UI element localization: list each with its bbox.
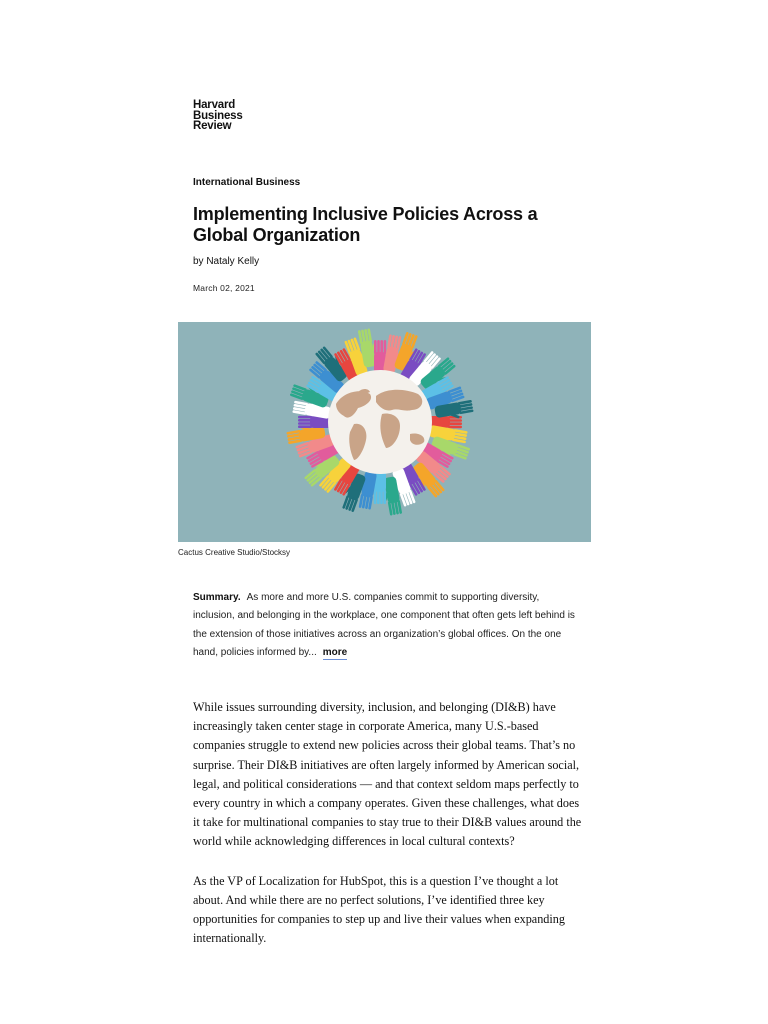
summary-more-link[interactable]: more [322,646,348,658]
globe-disc [328,370,432,474]
body-paragraph: While issues surrounding diversity, inclusion, and belonging (DI&B) have increasingly taken center stage in corporate America, many U.S.-based companies struggle to extend new policies across their global teams. That’s no surprise. Their DI&B initiatives are often largely informed by American social, legal, and political considerations — and that context seldom maps perfectly to every country in which a company operates. Given these challenges, what does it take for multinational companies to stay true to their DI&B values around the world while acknowledging differences in local cultural contexts? [193,700,582,849]
article-summary [193,589,578,662]
article-body [193,698,583,968]
summary-text: As more and more U.S. companies commit to supporting diversity, inclusion, and belonging in the workplace, one component that often gets left behind is the extension of those initiatives across an organization’s global offices. On the one hand, policies informed by... [193,592,575,658]
image-caption: Cactus Creative Studio/Stocksy [178,548,291,557]
body-paragraph: As the VP of Localization for HubSpot, this is a question I’ve thought a lot about. And while there are no perfect solutions, I’ve identified three key opportunities for companies to step up and live their values when expanding internationally. [193,873,565,946]
article-title: Implementing Inclusive Policies Across a Global Organization [193,204,538,245]
hbr-logo[interactable] [193,100,243,132]
article-category-link[interactable]: International Business [193,177,301,188]
logo-line: Harvard [193,99,236,111]
hands-around-globe-illustration [178,322,591,542]
logo-line: Review [193,120,232,132]
publish-date: March 02, 2021 [193,283,255,293]
summary-label: Summary. [193,592,241,603]
author-byline[interactable]: by Nataly Kelly [193,256,260,267]
hero-image [178,322,591,542]
logo-line: Business [193,109,243,122]
